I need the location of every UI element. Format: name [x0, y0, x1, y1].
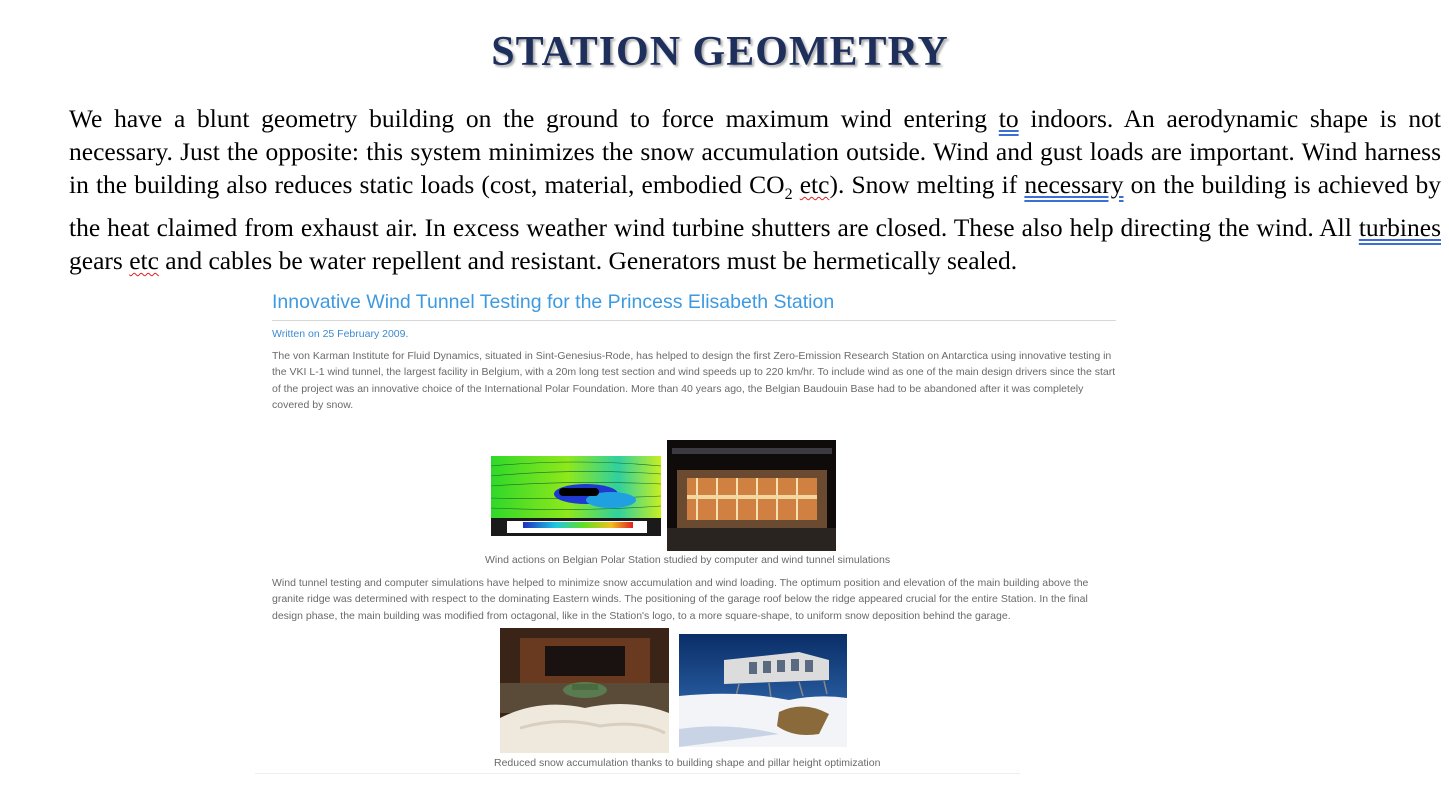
article-body-2: Wind tunnel testing and computer simulations have helped to minimize snow accumulation and wind loading. The optimum position and elevation of the main building above the granite ridge was determined with respect to the dominating Eastern winds. The positioning of the garage roof below the ridge appeared crucial for the entire Station. In the final design phase, the main building was modified from octagonal, like in the Station's logo, to a more square-shape, to uniform snow deposition behind the garage.: [272, 577, 1089, 622]
article-title: Innovative Wind Tunnel Testing for the Princess Elisabeth Station: [272, 291, 835, 313]
wind-tunnel-model-photo: [667, 440, 836, 551]
article-bottom-divider: [255, 773, 1020, 774]
caption-1: Wind actions on Belgian Polar Station studied by computer and wind tunnel simulations: [485, 554, 891, 566]
title-divider: [272, 320, 1116, 321]
snow-deposition-tunnel-photo: [500, 628, 669, 753]
article-intro: The von Karman Institute for Fluid Dynamics, situated in Sint-Genesius-Rode, has helped to design the first Zero-Emission Research Station on Antarctica using innovative testing in the VKI L-1 wind tunnel, the largest facility in Belgium, with a 20m long test section and wind speeds up to 220 km/hr. To include wind as one of the main design drivers since the start of the project was an innovative choice of the International Polar Foundation. More than 40 years ago, the Belgian Baudouin Base had to be abandoned after it was completely covered by snow.: [272, 350, 1116, 411]
spelling-underline-etc[interactable]: etc: [799, 170, 830, 199]
para-text-4: on the building is achieved by the heat claimed from exhaust air. In excess weather wind turbine shutters are closed. These also help directing the wind. All: [69, 170, 1441, 243]
article-screenshot: [255, 285, 1125, 775]
article-date: Written on 25 February 2009.: [272, 328, 409, 340]
princess-elisabeth-station-photo: [679, 634, 847, 747]
spelling-underline-etc-2[interactable]: etc: [129, 246, 159, 276]
grammar-underline-turbines[interactable]: turbines: [1358, 213, 1441, 243]
subscript-2: 2: [784, 186, 793, 204]
body-paragraph: [69, 102, 1441, 277]
grammar-underline-necessary[interactable]: necessary: [1024, 170, 1124, 199]
para-text-6: and cables be water repellent and resistant. Generators must be hermetically sealed.: [158, 246, 1018, 276]
para-text-3b: ). Snow melting if: [829, 170, 1025, 199]
para-text-2: indoors. An aerodynamic shape is not necessary. Just the opposite: this system minimizes the snow accumulation outside. Wind and gust loads are important. Wind harness in the building also reduces static loads (cost, material, embodied CO: [69, 104, 1441, 199]
caption-2: Reduced snow accumulation thanks to building shape and pillar height optimization: [494, 757, 881, 769]
para-text-3a: [793, 170, 800, 199]
page-title: STATION GEOMETRY: [491, 29, 949, 75]
grammar-underline-to[interactable]: to: [998, 104, 1019, 133]
cfd-simulation-image: [491, 456, 661, 536]
para-text-1: We have a blunt geometry building on the ground to force maximum wind entering: [69, 104, 999, 133]
para-text-5: gears: [69, 246, 130, 276]
